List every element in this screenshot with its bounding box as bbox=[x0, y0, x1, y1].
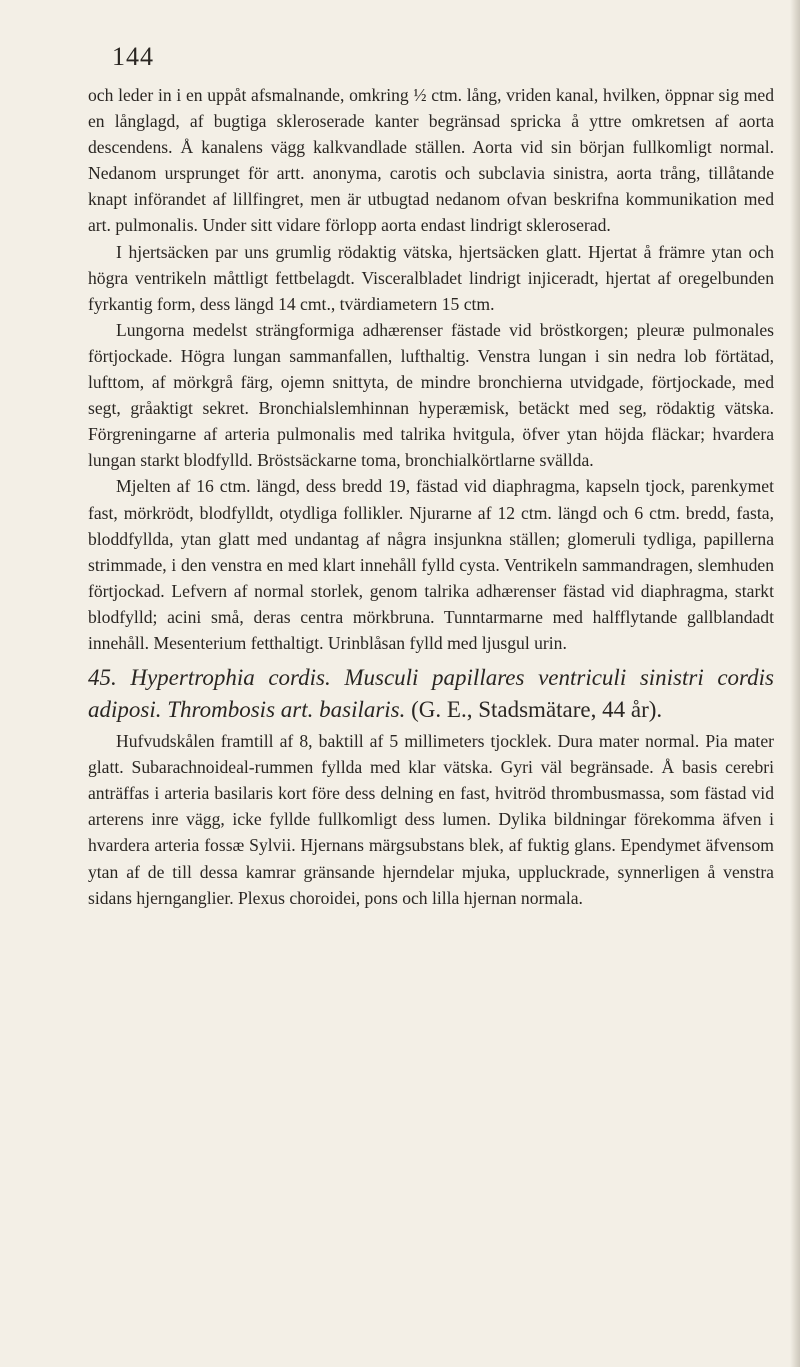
body-text bbox=[88, 82, 774, 911]
case-patient: (G. E., Stadsmätare, 44 år). bbox=[411, 697, 663, 723]
paragraph-hufvudskalen: Hufvudskålen framtill af 8, baktill af 5 millimeters tjocklek. Dura mater normal. Pia mater glatt. Subarachnoideal-rummen fyllda med klar vätska. Gyri väl begränsade. Å basis cerebri anträffas i arteria basilaris kort före dess delning en fast, hvitröd thrombusmassa, som fästad vid arterens inre vägg, icke fyllde fullkomligt dess lumen. Dylika bildningar förekomma äfven i hvardera arteria fossæ Sylvii. Hjernans märgsubstans blek, af fuktig glans. Ependymet äfvensom ytan af de till dessa kamrar gränsande hjerndelar mjuka, uppluckrade, synnerligen å venstra sidans hjernganglier. Plexus choroidei, pons och lilla hjernan normala. bbox=[88, 731, 774, 908]
case-heading bbox=[88, 662, 774, 726]
case-title: 45. Hypertrophia cordis. Musculi papillares ventriculi sinistri cordis adiposi. Thrombosis art. basilaris. bbox=[88, 665, 774, 723]
paragraph-aorta: och leder in i en uppåt afsmalnande, omkring ½ ctm. lång, vriden kanal, hvilken, öppnar sig med en långlagd, af bugtiga skleroserade kanter begränsad spricka å yttre omkretsen af aorta descendens. Å kanalens vägg kalkvandlade ställen. Aorta vid sin början fullkomligt normal. Nedanom ursprunget för artt. anonyma, carotis och subclavia sinistra, aorta trång, tillåtande knapt införandet af lillfingret, men är utbugtad nedanom ofvan beskrifna kommunikation med art. pulmonalis. Under sitt vidare förlopp aorta endast lindrigt skleroserad. bbox=[88, 85, 774, 236]
paragraph-lungorna: Lungorna medelst strängformiga adhærenser fästade vid bröstkorgen; pleuræ pulmonales förtjockade. Högra lungan sammanfallen, lufthaltig. Venstra lungan i sin nedra lob förtätad, lufttom, af mörkgrå färg, ojemn snittyta, de mindre bronchierna utvidgade, förtjockade, med segt, gråaktigt sekret. Bronchialslemhinnan hyperæmisk, betäckt med seg, rödaktig vätska. Förgreningarne af arteria pulmonalis med talrika hvitgula, öfver ytan höjda fläckar; hvardera lungan starkt blodfylld. Bröstsäckarne toma, bronchialkörtlarne svällda. bbox=[88, 319, 774, 471]
page-number: 144 bbox=[112, 42, 154, 71]
paragraph-mjelten: Mjelten af 16 ctm. längd, dess bredd 19, fästad vid diaphragma, kapseln tjock, parenkymet fast, mörkrödt, blodfylldt, otydliga follikler. Njurarne af 12 ctm. längd och 6 ctm. bredd, fasta, bloddfyllda, ytan glatt med undantag af några insjunkna ställen; glomeruli tydliga, papillerna strimmade, i den venstra en med klart innehåll fylld cysta. Ventrikeln sammandragen, slemhuden förtjockad. Lefvern af normal storlek, genom talrika adhærenser fästad vid diaphragma, starkt blodfylld; acini små, deras centra mörkbruna. Tunntarmarne med halfflytande gallblandadt innehåll. Mesenterium fetthaltigt. Urinblåsan fylld med ljusgul urin. bbox=[88, 476, 774, 653]
page-edge-shadow bbox=[790, 0, 800, 1367]
paragraph-hjertsacken: I hjertsäcken par uns grumlig rödaktig vätska, hjertsäcken glatt. Hjertat å främre ytan och högra ventrikeln måttligt fettbelagdt. Visceralbladet lindrigt injiceradt, hjertat af oregelbunden fyrkantig form, dess längd 14 cmt., tvärdiametern 15 ctm. bbox=[88, 241, 774, 314]
